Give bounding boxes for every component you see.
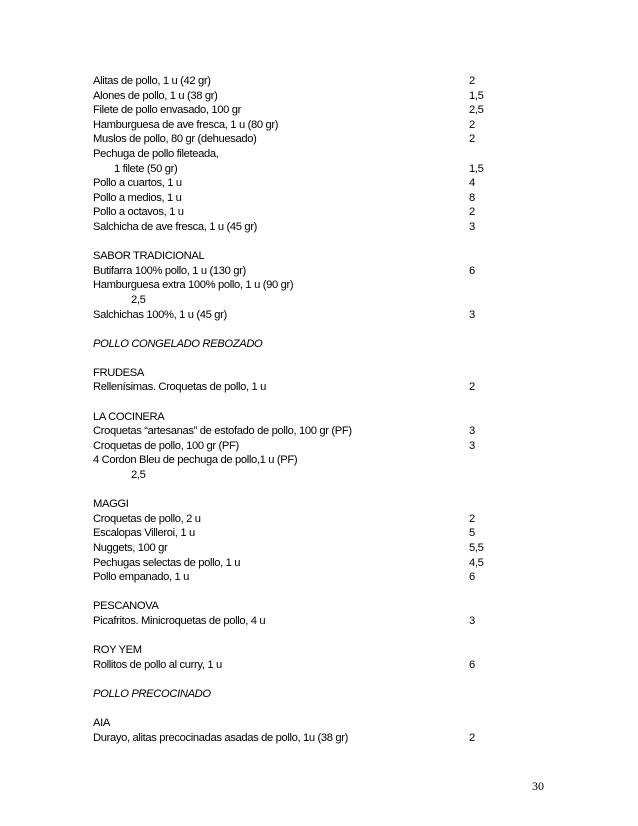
- spacer: [93, 235, 513, 250]
- spacer: [93, 702, 513, 717]
- spacer: [93, 585, 513, 600]
- list-item: Hamburguesa de ave fresca, 1 u (80 gr) 2: [93, 118, 475, 131]
- list-item: Escalopas Villeroi, 1 u 5: [93, 527, 475, 540]
- list-item: Croquetas de pollo, 100 gr (PF) 3: [93, 439, 475, 452]
- list-item: 2,5: [131, 293, 146, 306]
- brand-heading: MAGGI: [93, 498, 129, 511]
- list-item: Hamburguesa extra 100% pollo, 1 u (90 gr): [93, 279, 294, 292]
- list-item: Alitas de pollo, 1 u (42 gr) 2: [93, 75, 475, 87]
- list-item: Croquetas de pollo, 2 u 2: [93, 512, 475, 525]
- spacer: [93, 322, 513, 337]
- list-item: Pollo a cuartos, 1 u 4: [93, 177, 475, 190]
- list-item: Pollo a octavos, 1 u 2: [93, 206, 475, 219]
- list-item: Durayo, alitas precocinadas asadas de pollo, 1u (38 gr) 2: [93, 731, 475, 744]
- spacer: [93, 351, 513, 366]
- brand-heading: LA COCINERA: [93, 410, 165, 423]
- category-heading: POLLO PRECOCINADO: [93, 687, 211, 700]
- list-item: Rollitos de pollo al curry, 1 u 6: [93, 658, 475, 671]
- spacer: [93, 395, 513, 410]
- list-item: 1 filete (50 gr) 1,5: [114, 162, 484, 175]
- spacer: [93, 483, 513, 498]
- spacer: [93, 672, 513, 687]
- list-item: Picafritos. Minicroquetas de pollo, 4 u 3: [93, 614, 475, 627]
- brand-heading: FRUDESA: [93, 366, 145, 379]
- list-item: 4 Cordon Bleu de pechuga de pollo,1 u (PF): [93, 454, 298, 467]
- list-item: Butifarra 100% pollo, 1 u (130 gr) 6: [93, 264, 475, 277]
- list-item: Rellenísimas. Croquetas de pollo, 1 u 2: [93, 381, 475, 394]
- brand-heading: ROY YEM: [93, 644, 142, 657]
- food-list: [93, 74, 513, 745]
- list-item: Croquetas “artesanas” de estofado de pollo, 100 gr (PF) 3: [93, 425, 475, 438]
- list-item: Alones de pollo, 1 u (38 gr) 1,5: [93, 89, 484, 102]
- list-item: Pechuga de pollo fileteada,: [93, 147, 219, 160]
- list-item: Pechugas selectas de pollo, 1 u 4,5: [93, 556, 484, 569]
- category-heading: POLLO CONGELADO REBOZADO: [93, 337, 263, 350]
- list-item: Filete de pollo envasado, 100 gr 2,5: [93, 104, 484, 117]
- section-heading: SABOR TRADICIONAL: [93, 250, 205, 263]
- list-item: 2,5: [131, 469, 146, 482]
- list-item: Pollo a medios, 1 u 8: [93, 191, 475, 204]
- page-number: 30: [532, 779, 544, 793]
- list-item: Salchichas 100%, 1 u (45 gr) 3: [93, 308, 475, 321]
- list-item: Nuggets, 100 gr 5,5: [93, 542, 484, 554]
- list-item: Pollo empanado, 1 u 6: [93, 571, 475, 584]
- brand-heading: PESCANOVA: [93, 600, 159, 613]
- list-item: Salchicha de ave fresca, 1 u (45 gr) 3: [93, 220, 475, 233]
- spacer: [93, 629, 513, 644]
- list-item: Muslos de pollo, 80 gr (dehuesado) 2: [93, 133, 475, 146]
- brand-heading: AIA: [93, 717, 110, 730]
